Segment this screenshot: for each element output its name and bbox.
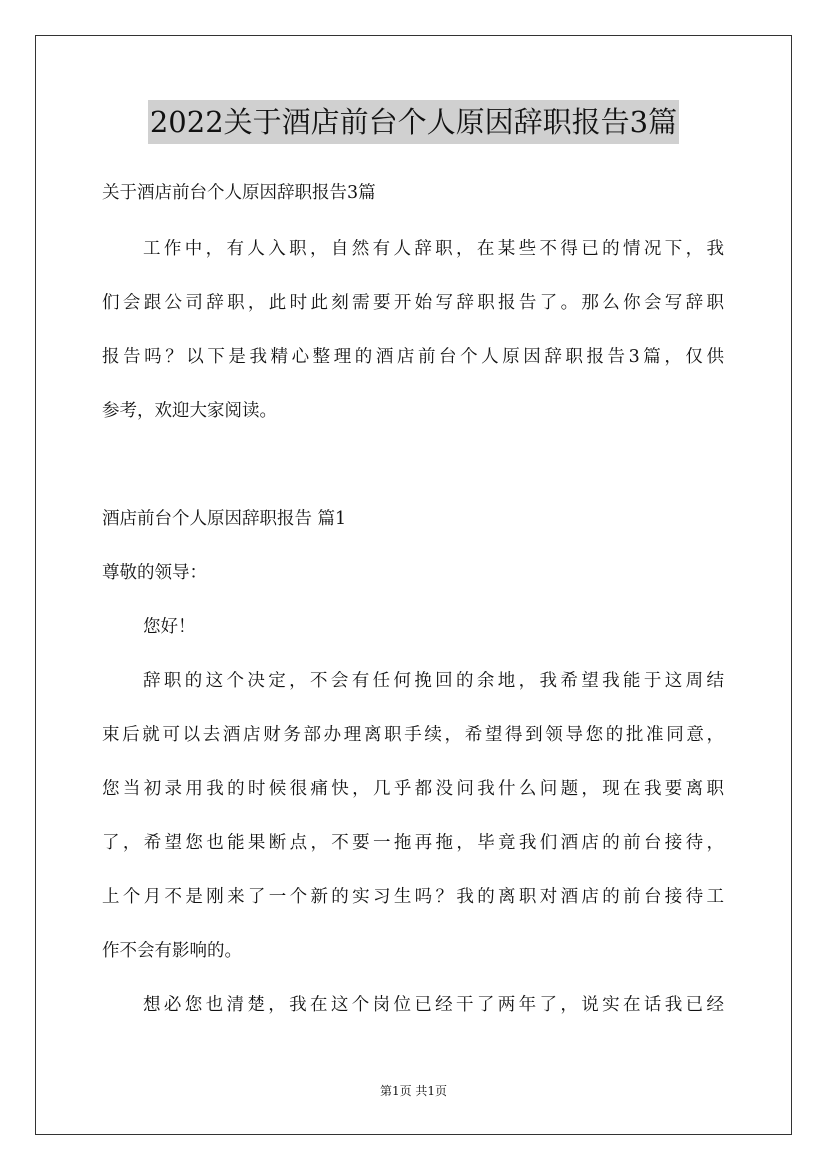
document-subtitle: 关于酒店前台个人原因辞职报告3篇 — [102, 183, 376, 203]
paragraph1-line-5: 上个月不是刚来了一个新的实习生吗？我的离职对酒店的前台接待工 — [102, 887, 724, 907]
paragraph2-line-1: 想必您也清楚，我在这个岗位已经干了两年了，说实在话我已经 — [143, 995, 724, 1015]
paragraph1-line-2: 束后就可以去酒店财务部办理离职手续，希望得到领导您的批准同意， — [102, 725, 724, 745]
salutation: 尊敬的领导： — [102, 563, 207, 583]
paragraph1-line-3: 您当初录用我的时候很痛快，几乎都没问我什么问题，现在我要离职 — [102, 779, 724, 799]
section-heading: 酒店前台个人原因辞职报告 篇1 — [102, 509, 347, 529]
document-title: 2022关于酒店前台个人原因辞职报告3篇 — [148, 100, 679, 144]
intro-line-4: 参考，欢迎大家阅读。 — [102, 401, 277, 421]
intro-line-3: 报告吗？以下是我精心整理的酒店前台个人原因辞职报告3篇，仅供 — [102, 347, 724, 367]
intro-line-1: 工作中，有人入职，自然有人辞职，在某些不得已的情况下，我 — [143, 239, 724, 259]
greeting: 您好！ — [143, 617, 196, 637]
title-wrapper — [0, 100, 827, 144]
paragraph1-line-4: 了，希望您也能果断点，不要一拖再拖，毕竟我们酒店的前台接待， — [102, 833, 724, 853]
page-footer: 第1页 共1页 — [379, 1084, 448, 1098]
paragraph1-line-6: 作不会有影响的。 — [102, 941, 242, 961]
intro-line-2: 们会跟公司辞职，此时此刻需要开始写辞职报告了。那么你会写辞职 — [102, 293, 724, 313]
paragraph1-line-1: 辞职的这个决定，不会有任何挽回的余地，我希望我能于这周结 — [143, 671, 724, 691]
